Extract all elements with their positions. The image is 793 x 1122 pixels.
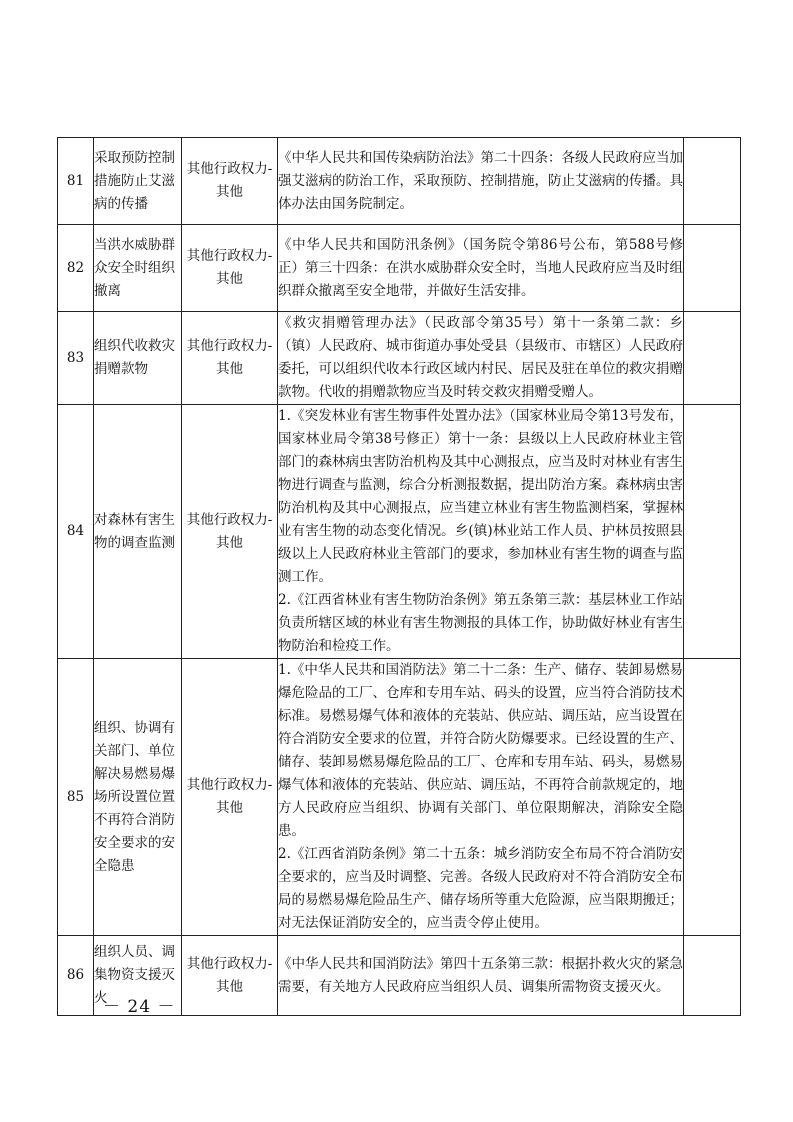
power-category: 其他行政权力-其他 (182, 225, 278, 312)
basis-paragraph: 1.《突发林业有害生物事件处置办法》（国家林业局令第13号发布，国家林业局令第38号修正）第十一条：县级以上人民政府林业主管部门的森林病虫害防治机构及其中心测报点，应当及时对林业有害生物进行调查与监测，综合分析测报数据，提出防治方案。森林病虫害防治机构及其中心测报点，应当建立林业有害生物监测档案，掌握林业有害生物的动态变化情况。乡(镇)林业站工作人员、护林员按照县级以上人民政府林业主管部门的要求，参加林业有害生物的调查与监测工作。 (278, 408, 683, 585)
basis-paragraph: 2.《江西省消防条例》第二十五条：城乡消防安全布局不符合消防安全要求的，应当及时调整、完善。各级人民政府对不符合消防安全布局的易燃易爆危险品生产、储存场所等重大危险源，应当限期搬迁；对无法保证消防安全的，应当责令停止使用。 (278, 846, 683, 931)
basis-paragraph: 《救灾捐赠管理办法》（民政部令第35号）第十一条第二款：乡（镇）人民政府、城市街道办事处受县（县级市、市辖区）人民政府委托，可以组织代收本行政区域内村民、居民及驻在单位的救灾捐赠款物。代收的捐赠款物应当及时转交救灾捐赠受赠人。 (278, 315, 683, 400)
remark (684, 225, 741, 312)
remark (684, 138, 741, 225)
power-category: 其他行政权力-其他 (182, 138, 278, 225)
power-category: 其他行政权力-其他 (182, 405, 278, 659)
remark (684, 659, 741, 936)
row-number: 84 (58, 405, 94, 659)
item-name: 对森林有害生物的调查监测 (94, 405, 182, 659)
table-row (58, 225, 741, 312)
power-category: 其他行政权力-其他 (182, 936, 278, 1016)
legal-basis (278, 405, 684, 659)
item-name: 当洪水威胁群众安全时组织撤离 (94, 225, 182, 312)
item-name: 组织代收救灾捐赠款物 (94, 312, 182, 405)
legal-basis (278, 659, 684, 936)
table-row (58, 312, 741, 405)
table-row (58, 405, 741, 659)
row-number: 81 (58, 138, 94, 225)
power-category: 其他行政权力-其他 (182, 659, 278, 936)
item-name: 组织、协调有关部门、单位解决易燃易爆场所设置位置不再符合消防安全要求的安全隐患 (94, 659, 182, 936)
legal-basis (278, 312, 684, 405)
basis-paragraph: 《中华人民共和国防汛条例》（国务院令第86号公布，第588号修正）第三十四条：在洪水威胁群众安全时，当地人民政府应当及时组织群众撤离至安全地带，并做好生活安排。 (278, 236, 683, 299)
row-number: 86 (58, 936, 94, 1016)
remark (684, 405, 741, 659)
table-row (58, 659, 741, 936)
table-row (58, 138, 741, 225)
item-name: 采取预防控制措施防止艾滋病的传播 (94, 138, 182, 225)
power-category: 其他行政权力-其他 (182, 312, 278, 405)
row-number: 83 (58, 312, 94, 405)
power-list-table (57, 137, 741, 1016)
row-number: 82 (58, 225, 94, 312)
basis-paragraph: 《中华人民共和国消防法》第四十五条第三款：根据扑救火灾的紧急需要，有关地方人民政府应当组织人员、调集所需物资支援灭火。 (278, 955, 683, 995)
basis-paragraph: 2.《江西省林业有害生物防治条例》第五条第三款：基层林业工作站负责所辖区域的林业有害生物测报的具体工作，协助做好林业有害生物防治和检疫工作。 (278, 592, 683, 654)
legal-basis (278, 936, 684, 1016)
remark (684, 936, 741, 1016)
remark (684, 312, 741, 405)
legal-basis (278, 138, 684, 225)
row-number: 85 (58, 659, 94, 936)
basis-paragraph: 1.《中华人民共和国消防法》第二十二条：生产、储存、装卸易燃易爆危险品的工厂、仓库和专用车站、码头的设置，应当符合消防技术标准。易燃易爆气体和液体的充装站、供应站、调压站，应当设置在符合消防安全要求的位置，并符合防火防爆要求。已经设置的生产、储存、装卸易燃易爆危险品的工厂、仓库和专用车站、码头，易燃易爆气体和液体的充装站、供应站、调压站，不再符合前款规定的，地方人民政府应当组织、协调有关部门、单位限期解决，消除安全隐患。 (278, 662, 683, 839)
legal-basis (278, 225, 684, 312)
item-name: 组织人员、调集物资支援灭火 (94, 936, 182, 1016)
page-number: － 24 － (103, 997, 176, 1017)
basis-paragraph: 《中华人民共和国传染病防治法》第二十四条：各级人民政府应当加强艾滋病的防治工作，采取预防、控制措施，防止艾滋病的传播。具体办法由国务院制定。 (278, 149, 683, 212)
